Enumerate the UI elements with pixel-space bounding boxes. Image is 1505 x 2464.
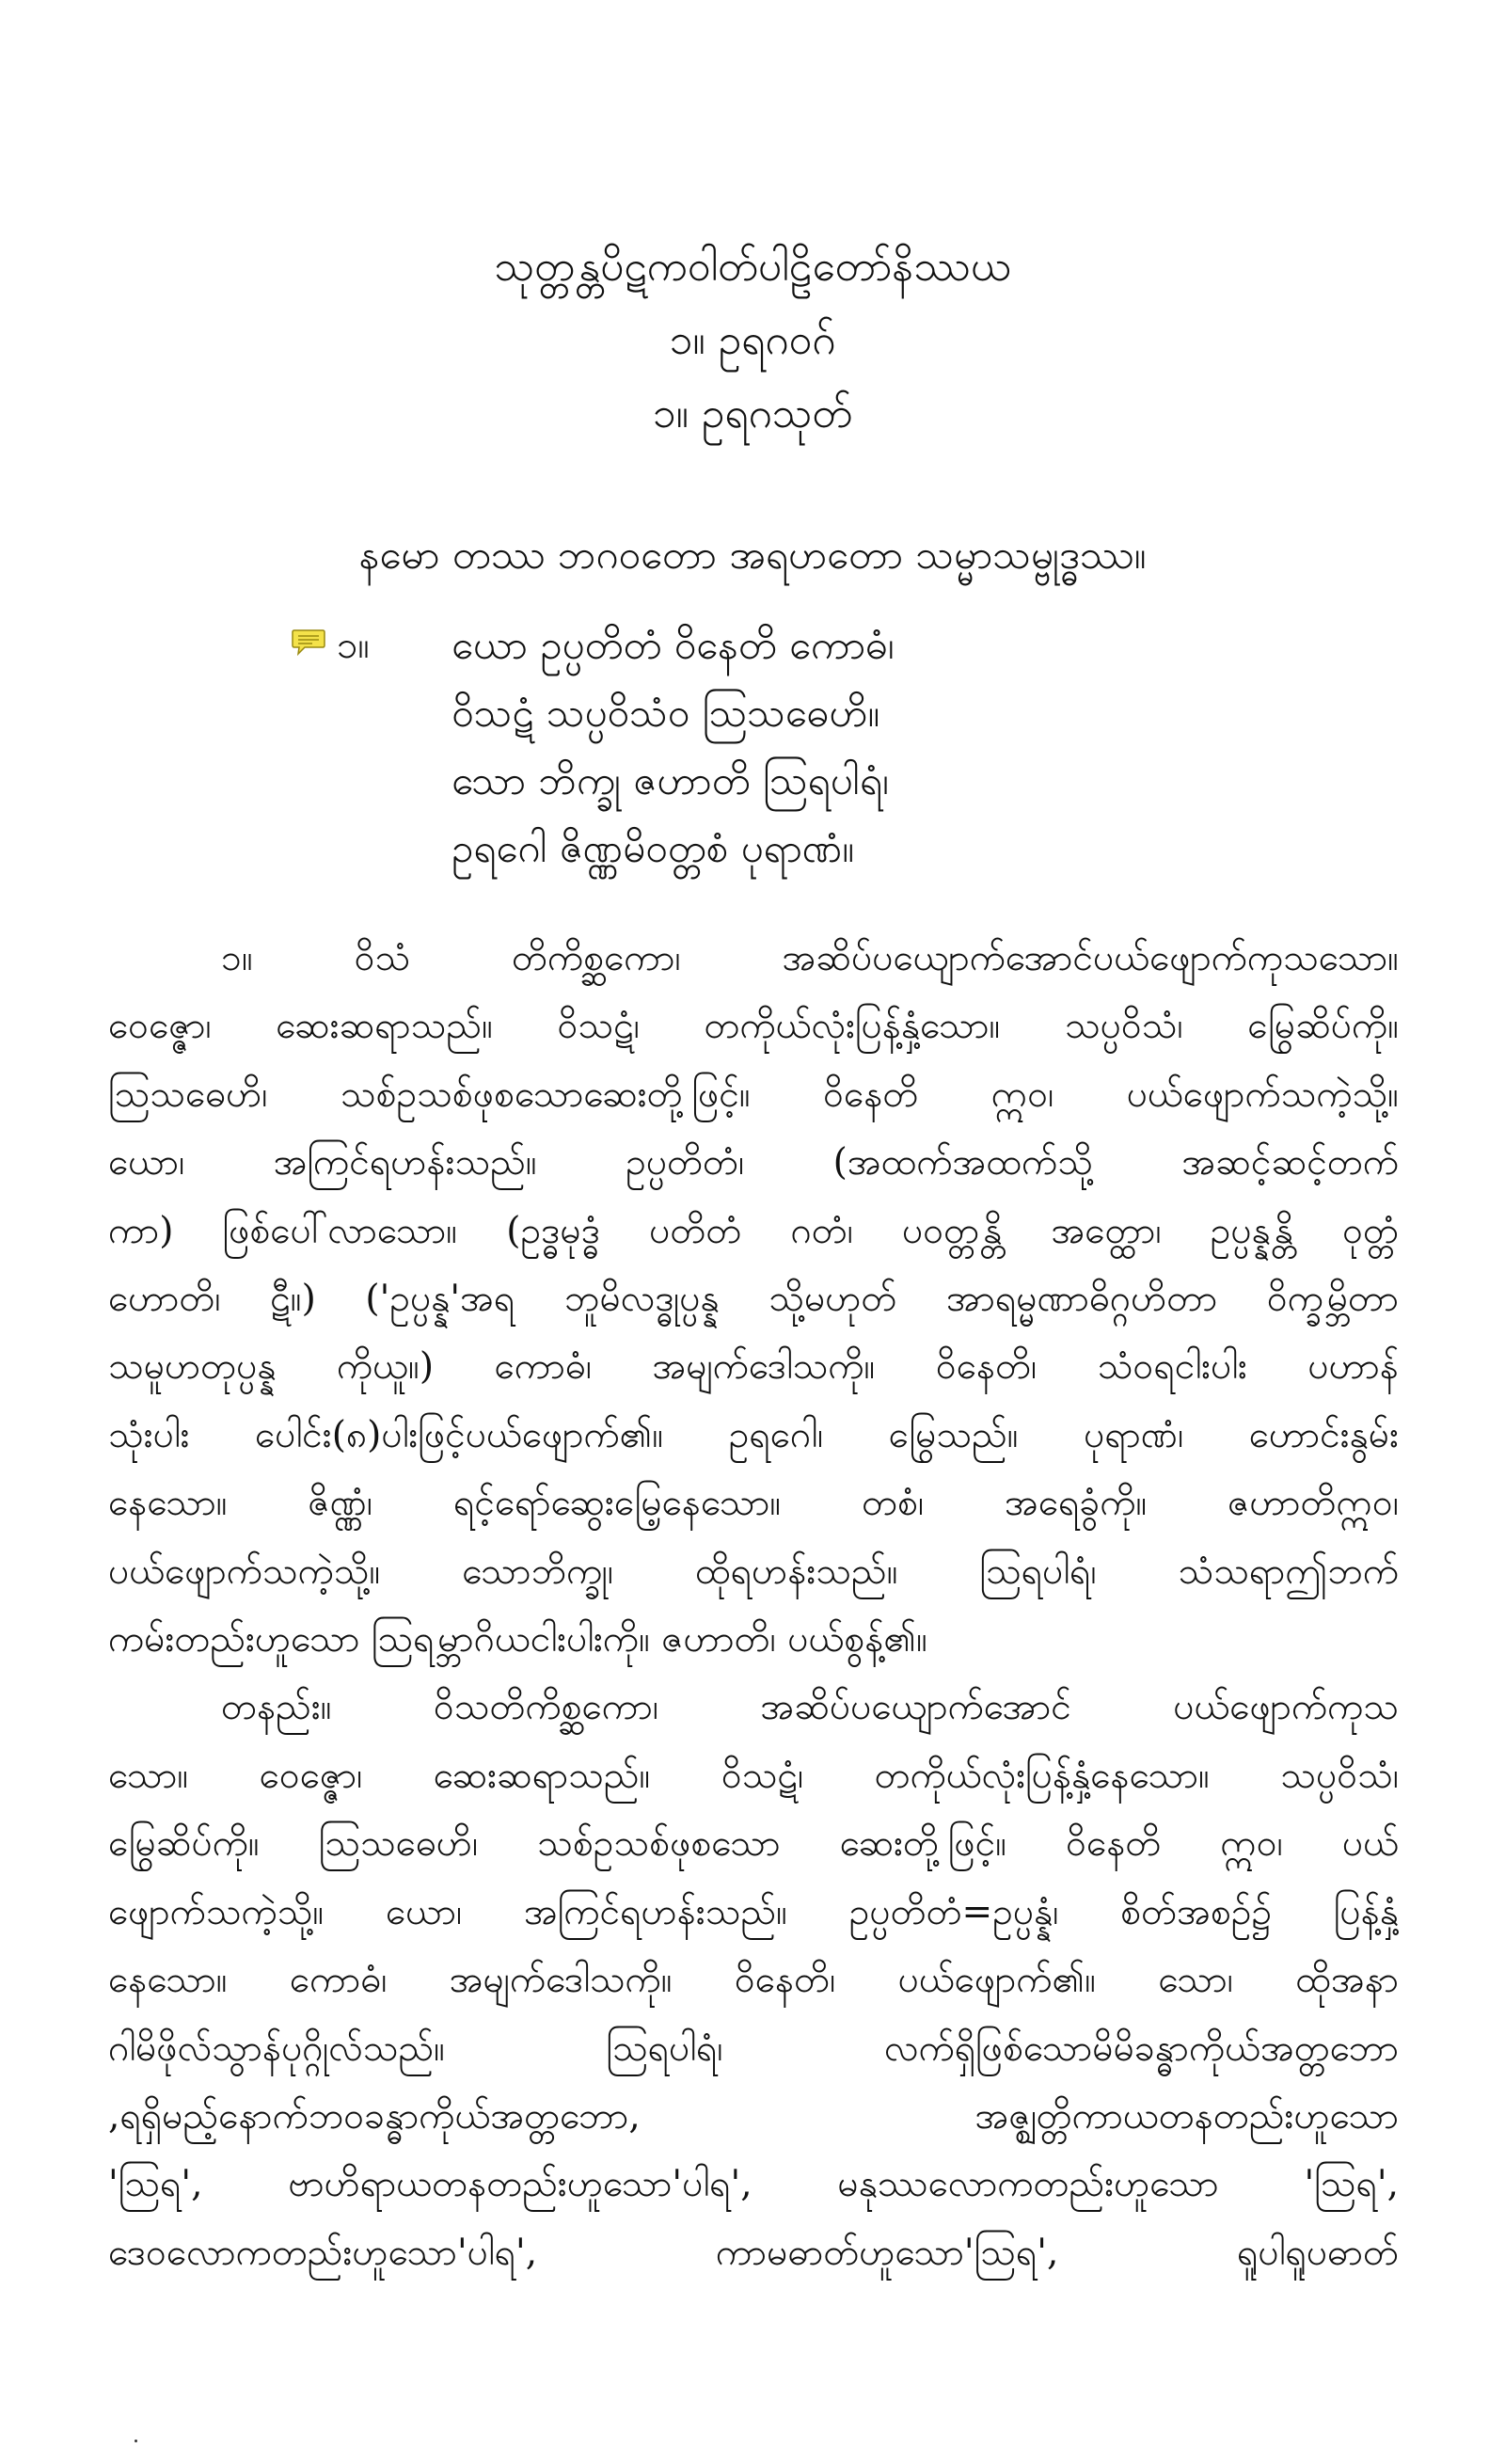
paragraph-line: သော။ ဝေဇ္ဇော၊ ဆေးဆရာသည်။ ဝိသဋံ၊ တကိုယ်လုံးပြန့်နှံ့နေသော။ သပ္ပဝိသံ၊ — [108, 1754, 1399, 1797]
paragraph-line: သမူဟတုပ္ပန္န ကိုယူ။) ကောဓံ၊ အမျက်ဒေါသကို။ ဝိနေတိ၊ သံဝရငါးပါး ပဟာန် — [108, 1345, 1399, 1389]
verse-number: ၁။ — [337, 624, 370, 667]
paragraph-line: ,ရရှိမည့်နောက်ဘဝခန္ဓာကိုယ်အတ္တဘော, အဇ္ဈတ္တိကာယတနတည်းဟူသော — [108, 2094, 1399, 2138]
paragraph-line: ဒေဝလောကတည်းဟူသော'ပါရ', ကာမဓာတ်ဟူသော'ဩရ', ရူပါရူပဓာတ် — [108, 2231, 1399, 2274]
paragraph-1 — [108, 925, 1399, 1674]
page-speck — [135, 2440, 137, 2442]
verse-head — [292, 612, 1138, 679]
verse-line: ယော ဥပ္ပတိတံ ဝိနေတိ ကောဓံ၊ — [452, 622, 895, 668]
paragraph-line: ဝေဇ္ဇော၊ ဆေးဆရာသည်။ ဝိသဋံ၊ တကိုယ်လုံးပြန့်နှံ့သော။ သပ္ပဝိသံ၊ မြွေဆိပ်ကို။ — [108, 1005, 1399, 1048]
paragraph-line: ယော၊ အကြင်ရဟန်းသည်။ ဥပ္ပတိတံ၊ (အထက်အထက်သို့ အဆင့်ဆင့်တက် — [108, 1141, 1399, 1184]
paragraph-line: နေသော။ ဇိဏ္ဏံ၊ ရင့်ရော်ဆွေးမြေ့နေသော။ တစံ၊ အရေခွံကို။ ဇဟာတိဣဝ၊ — [108, 1482, 1399, 1525]
paragraph-2 — [108, 1674, 1399, 2287]
book-title: သုတ္တန္တပိဋကဝါတ်ပါဠိတော်နိဿယ — [494, 243, 1011, 291]
chapter-title: ၁။ ဥရဂဝဂ် — [669, 316, 836, 364]
paragraph-line: ဖျောက်သကဲ့သို့။ ယော၊ အကြင်ရဟန်းသည်။ ဥပ္ပတိတံ=ဥပ္ပန္နံ၊ စိတ်အစဉ်၌ ပြန့်နှံ့ — [108, 1890, 1399, 1933]
commentary-body — [108, 925, 1399, 2287]
comment-note-icon[interactable] — [292, 628, 325, 657]
verse-line: သော ဘိက္ခု ဇဟာတိ ဩရပါရံ၊ — [452, 757, 889, 803]
paragraph-line: သုံးပါး ပေါင်း(၈)ပါးဖြင့်ပယ်ဖျောက်၏။ ဥရဂေါ၊ မြွေသည်။ ပုရာဏံ၊ ဟောင်းနွမ်း — [108, 1413, 1399, 1456]
verse-line: ဥရဂေါ ဇိဏ္ဏမိဝတ္တစံ ပုရာဏံ။ — [452, 825, 854, 871]
paragraph-line: ၁။ ဝိသံ တိကိစ္ဆကော၊ အဆိပ်ပယျောက်အောင်ပယ်ဖျောက်ကုသသော။ — [221, 937, 1399, 979]
verse-block — [292, 612, 1138, 882]
paragraph-line: ပယ်ဖျောက်သကဲ့သို့။ သောဘိက္ခု၊ ထိုရဟန်းသည်။ ဩရပါရံ၊ သံသရာဤဘက် — [108, 1550, 1399, 1593]
title-block — [0, 231, 1505, 451]
paragraph-line: ဂါမိဖိုလ်သွာန်ပုဂ္ဂိုလ်သည်။ ဩရပါရံ၊ လက်ရှိဖြစ်သောမိမိခန္ဓာကိုယ်အတ္တဘော — [108, 2027, 1399, 2070]
paragraph-line: မြွေဆိပ်ကို။ ဩသဓေဟိ၊ သစ်ဥသစ်ဖုစသော ဆေးတို့ဖြင့်။ ဝိနေတိ ဣဝ၊ ပယ် — [108, 1822, 1399, 1866]
paragraph-line: ကာ) ဖြစ်ပေါ်လာသော။ (ဥဒ္ဓမုဒ္ဓံ ပတိတံ ဂတံ၊ ပဝတ္တန္တိ အတ္ထော၊ ဥပ္ပန္နန္တိ ဝုတ္တံ — [108, 1209, 1399, 1252]
paragraph-line: တနည်း။ ဝိသတိကိစ္ဆကော၊ အဆိပ်ပယျောက်အောင် ပယ်ဖျောက်ကုသ — [221, 1686, 1399, 1729]
verse-line: ဝိသဋံ သပ္ပဝိသံဝ ဩသဓေဟိ။ — [452, 690, 880, 736]
homage-line: နမော တဿ ဘဂဝတော အရဟတော သမ္မာသမ္ဗုဒ္ဓဿ။ — [358, 532, 1147, 578]
paragraph-line: နေသော။ ကောဓံ၊ အမျက်ဒေါသကို။ ဝိနေတိ၊ ပယ်ဖျောက်၏။ သော၊ ထိုအနာ — [108, 1959, 1399, 2002]
paragraph-line: ကမ်းတည်းဟူသော ဩရမ္ဘာဂိယငါးပါးကို။ ဇဟာတိ၊ ပယ်စွန့်၏။ — [108, 1618, 927, 1661]
sutta-title: ၁။ ဥရဂသုတ် — [652, 389, 853, 437]
paragraph-line: ဟောတိ၊ ဋီ။) ('ဥပ္ပန္န'အရ ဘူမိလဒ္ဓုပ္ပန္န သို့မဟုတ် အာရမ္မဏာဓိဂ္ဂဟိတာ ဝိက္ခမ္ဘိတာ — [108, 1278, 1399, 1321]
paragraph-line: ဩသဓေဟိ၊ သစ်ဥသစ်ဖုစသောဆေးတို့ဖြင့်။ ဝိနေတိ ဣဝ၊ ပယ်ဖျောက်သကဲ့သို့။ — [108, 1073, 1399, 1116]
paragraph-line: 'ဩရ', ဗာဟိရာယတနတည်းဟူသော'ပါရ', မနုဿလောကတည်းဟူသော 'ဩရ', — [108, 2163, 1399, 2206]
